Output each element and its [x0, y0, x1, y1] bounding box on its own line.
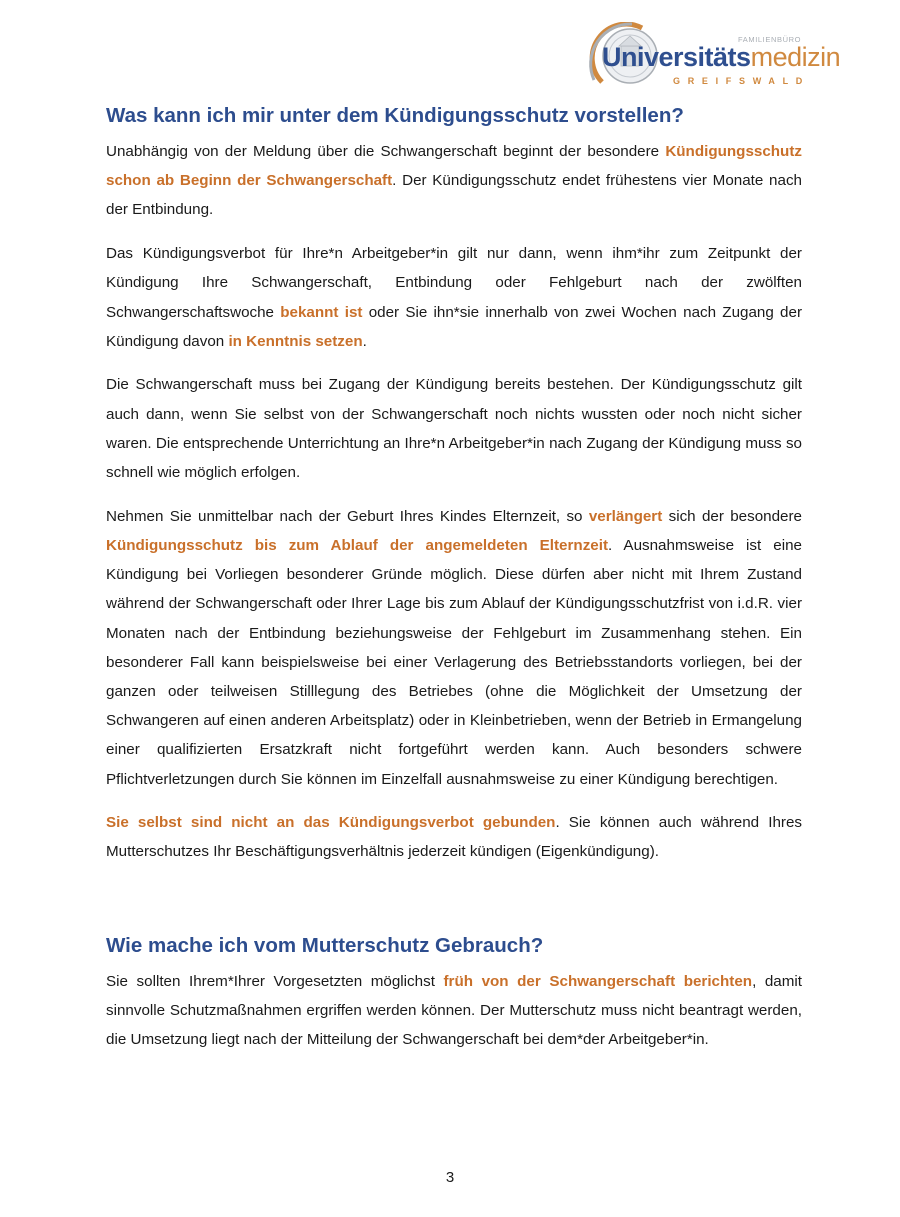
text-run: Nehmen Sie unmittelbar nach der Geburt Ihres Kindes Elternzeit, so [106, 507, 589, 525]
text-run: . Sie können auch während Ihres Mutterschutzes Ihr Beschäftigungsverhältnis jederzeit kündigen (Eigenkündigung). [106, 814, 802, 861]
highlighted-text: Kündigungsschutz schon ab Beginn der Schwangerschaft [106, 143, 802, 190]
paragraph [106, 808, 802, 866]
highlighted-text: verlängert [588, 507, 663, 525]
text-run: . [362, 332, 367, 350]
university-logo [572, 22, 841, 100]
section-heading-mutterschutz: Wie mache ich vom Mutterschutz Gebrauch? [106, 933, 544, 957]
section-heading-kuendigungsschutz: Was kann ich mir unter dem Kündigungsschutz vorstellen? [106, 104, 684, 127]
text-run: , damit sinnvolle Schutzmaßnahmen ergriffen werden können. Der Mutterschutz muss nicht beantragt werden, die Umsetzung liegt nach der Mitteilung der Schwangerschaft bei dem*der Arbeitgeber*in. [106, 972, 802, 1049]
text-run: . Ausnahmsweise ist eine Kündigung bei Vorliegen besonderer Gründe möglich. Diese dürfen aber nicht mit Ihrem Zustand während der Schwangerschaft oder Ihrer Lage bis zum Ablauf der Kündigungsschutzfrist von i.d.R. vier Monaten nach der Entbindung beziehungsweise der Fehlgeburt im Zusammenhang stehen. Ein besonderer Fall kann beispielsweise bei einer Verlagerung des Betriebsstandorts vorliegen, bei der ganzen oder teilweisen Stilllegung des Betriebes (ohne die Möglichkeit der Umsetzung der Schwangeren auf einen anderen Arbeitsplatz) oder in Kleinbetrieben, wenn der Betrieb in Ermangelung einer qualifizierten Ersatzkraft nicht fortgeführt werden kann. Auch besonders schwere Pflichtverletzungen durch Sie können im Einzelfall ausnahmsweise zu einer Kündigung berechtigen. [106, 536, 802, 788]
text-run: oder Sie ihn*sie innerhalb von zwei Wochen nach Zugang der Kündigung davon [106, 303, 802, 350]
paragraph [106, 239, 802, 356]
text-run: . Der Kündigungsschutz endet frühestens vier Monate nach der Entbindung. [106, 172, 802, 219]
text-run: Sie sollten Ihrem*Ihrer Vorgesetzten möglichst [106, 972, 444, 990]
highlighted-text: bekannt ist [280, 303, 363, 321]
logo-department-label: FAMILIENBÜRO [738, 35, 802, 44]
highlighted-text: Sie selbst sind nicht an das Kündigungsverbot gebunden [106, 814, 556, 832]
logo-wordmark-part2: medizin [750, 42, 841, 72]
logo-location: GREIFSWALD [673, 76, 810, 86]
text-run: Die Schwangerschaft muss bei Zugang der Kündigung bereits bestehen. Der Kündigungsschutz gilt auch dann, wenn Sie selbst von der Schwangerschaft noch nichts wussten oder noch nicht sicher waren. Die entsprechende Unterrichtung an Ihre*n Arbeitgeber*in nach Zugang der Kündigung muss so schnell wie möglich erfolgen. [106, 376, 802, 482]
paragraph [106, 137, 802, 225]
paragraph [106, 502, 802, 794]
logo-wordmark [602, 42, 840, 73]
text-run: sich der besondere [662, 507, 802, 525]
highlighted-text: in Kenntnis setzen [228, 332, 363, 350]
paragraph [106, 370, 802, 487]
page-number: 3 [445, 1169, 455, 1186]
logo-wordmark-part1: Universitäts [602, 42, 751, 72]
text-run: Unabhängig von der Meldung über die Schwangerschaft beginnt der besondere [106, 143, 666, 160]
text-run: Das Kündigungsverbot für Ihre*n Arbeitgeber*in gilt nur dann, wenn ihm*ihr zum Zeitpunkt der Kündigung Ihre Schwangerschaft, Entbindung oder Fehlgeburt nach der zwölften Schwangerschaftswoche [106, 245, 802, 321]
document-body [106, 100, 802, 1054]
highlighted-text: Kündigungsschutz bis zum Ablauf der angemeldeten Elternzeit [106, 536, 609, 554]
paragraph [106, 967, 802, 1055]
highlighted-text: früh von der Schwangerschaft berichten [443, 972, 753, 990]
